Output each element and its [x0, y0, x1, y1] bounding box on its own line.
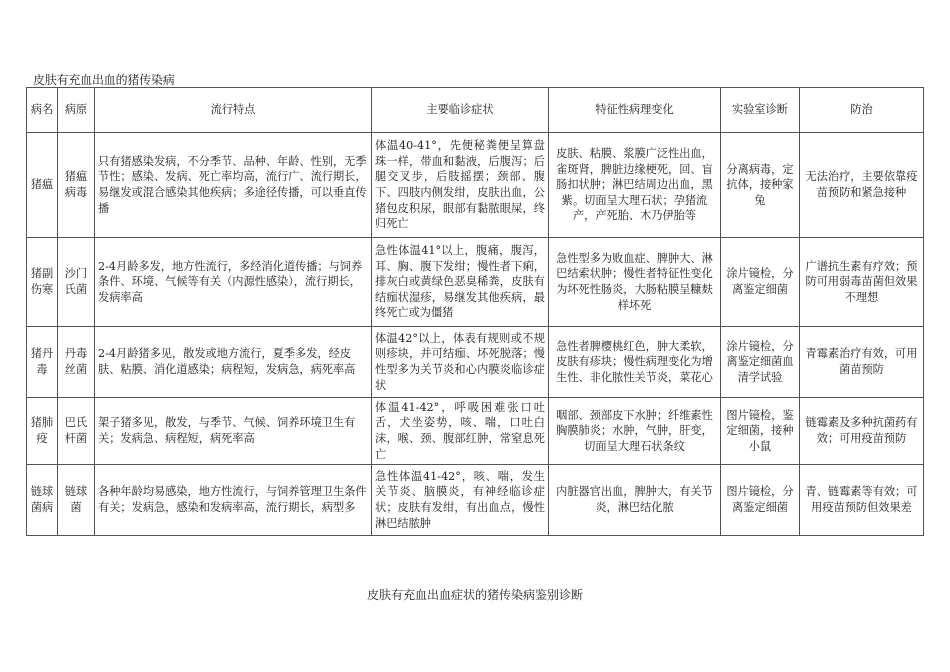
- cell-pathology: 急性者脾樱桃红色，肿大柔软，皮肤有疹块；慢性病理变化为增生性、非化脓性关节炎，菜花心: [549, 327, 721, 398]
- cell-pathogen: 巴氏杆菌: [58, 398, 95, 465]
- cell-pathology: 急性型多为败血症、脾肿大、淋巴结索状肿；慢性者特征性变化为坏死性肠炎，大肠粘膜呈糠麸样坏死: [549, 238, 721, 327]
- cell-epidemiology: 各种年龄均易感染，地方性流行，与饲养管理卫生条件有关；发病急，感染和发病率高，流行期长，病型多: [95, 465, 372, 536]
- cell-name: 猪肺疫: [27, 398, 58, 465]
- table-caption: 皮肤有充血出血症状的猪传染病鉴别诊断: [366, 588, 583, 602]
- cell-epidemiology: 2-4月龄猪多见，散发或地方流行，夏季多发，经皮肤、粘膜、消化道感染；病程短，发病急，病死率高: [95, 327, 372, 398]
- cell-pathology: 皮肤、粘膜、浆膜广泛性出血，雀斑肾，脾脏边缘梗死，回、盲肠扣状肿；淋巴结周边出血，黑紫。切面呈大理石状；孕猪流产，产死胎、木乃伊胎等: [549, 133, 721, 238]
- cell-control: 广谱抗生素有疗效；预防可用弱毒苗菌但效果不理想: [800, 238, 924, 327]
- cell-symptoms: 体温41-42°，呼吸困难张口吐舌，犬坐姿势，咳、喘，口吐白沫，喉、颈、腹部红肿，常窒息死亡: [372, 398, 549, 465]
- table-row: [27, 327, 924, 398]
- cell-epidemiology: 只有猪感染发病，不分季节、品种、年龄、性别，无季节性；感染、发病、死亡率均高，流行广、流行期长，易继发或混合感染其他疾病；多途径传播，可以垂直传播: [95, 133, 372, 238]
- table-row: [27, 238, 924, 327]
- cell-lab: 涂片镜检，分离鉴定细菌: [721, 238, 800, 327]
- cell-name: 猪丹毒: [27, 327, 58, 398]
- table-row: [27, 465, 924, 536]
- cell-lab: 涂片镜检，分离鉴定细菌血清学试验: [721, 327, 800, 398]
- cell-pathogen: 丹毒丝菌: [58, 327, 95, 398]
- cell-pathogen: 猪瘟病毒: [58, 133, 95, 238]
- cell-pathology: 咽部、颈部皮下水肿；纤维素性胸膜肺炎；水肿，气肿，肝变，切面呈大理石状条纹: [549, 398, 721, 465]
- cell-name: 链球菌病: [27, 465, 58, 536]
- cell-control: 青、链霉素等有效；可用疫苗预防但效果差: [800, 465, 924, 536]
- cell-lab: 图片镜检，鉴定细菌，接种小鼠: [721, 398, 800, 465]
- cell-control: 链霉素及多种抗菌药有效；可用疫苗预防: [800, 398, 924, 465]
- header-lab: 实验室诊断: [721, 88, 800, 133]
- cell-lab: 分离病毒，定抗体，接种家兔: [721, 133, 800, 238]
- cell-pathogen: 沙门氏菌: [58, 238, 95, 327]
- header-control: 防治: [800, 88, 924, 133]
- header-pathogen: 病原: [58, 88, 95, 133]
- cell-symptoms: 急性体温41°以上，腹痛，腹泻，耳、胸、腹下发绀；慢性者下痢，排灰白或黄绿色恶臭稀粪，皮肤有结痂状湿疹，易继发其他疾病，最终死亡或为僵猪: [372, 238, 549, 327]
- cell-symptoms: 体温42°以上，体表有规则或不规则疹块，并可结痂、坏死脱落；慢性型多为关节炎和心内膜炎临诊症状: [372, 327, 549, 398]
- cell-pathology: 内脏器官出血，脾肿大，有关节炎，淋巴结化脓: [549, 465, 721, 536]
- table-row: [27, 133, 924, 238]
- disease-table: [26, 87, 924, 536]
- header-row: [27, 88, 924, 133]
- header-pathology: 特征性病理变化: [549, 88, 721, 133]
- cell-control: 无法治疗，主要依靠疫苗预防和紧急接种: [800, 133, 924, 238]
- cell-name: 猪瘟: [27, 133, 58, 238]
- header-epidemiology: 流行特点: [95, 88, 372, 133]
- table-row: [27, 398, 924, 465]
- cell-epidemiology: 架子猪多见，散发，与季节、气候、饲养环境卫生有关；发病急、病程短，病死率高: [95, 398, 372, 465]
- cell-name: 猪副伤寒: [27, 238, 58, 327]
- header-symptoms: 主要临诊症状: [372, 88, 549, 133]
- document-title: 皮肤有充血出血的猪传染病: [33, 73, 175, 87]
- cell-control: 青霉素治疗有效，可用菌苗预防: [800, 327, 924, 398]
- cell-lab: 图片镜检，分离鉴定细菌: [721, 465, 800, 536]
- cell-symptoms: 体温40-41°，先便秘粪便呈算盘珠一样，带血和黏液，后腹泻；后腿交叉步，后肢摇摆；颈部、腹下、四肢内侧发绀，皮肤出血，公猪包皮积尿，眼部有黏脓眼屎，终归死亡: [372, 133, 549, 238]
- cell-pathogen: 链球菌: [58, 465, 95, 536]
- cell-symptoms: 急性体温41-42°，咳、喘，发生关节炎、脑膜炎，有神经临诊症状；皮肤有发绀，有出血点，慢性淋巴结脓肿: [372, 465, 549, 536]
- cell-epidemiology: 2-4月龄多发，地方性流行，多经消化道传播；与饲养条件、环境、气候等有关（内源性感染），流行期长，发病率高: [95, 238, 372, 327]
- header-name: 病名: [27, 88, 58, 133]
